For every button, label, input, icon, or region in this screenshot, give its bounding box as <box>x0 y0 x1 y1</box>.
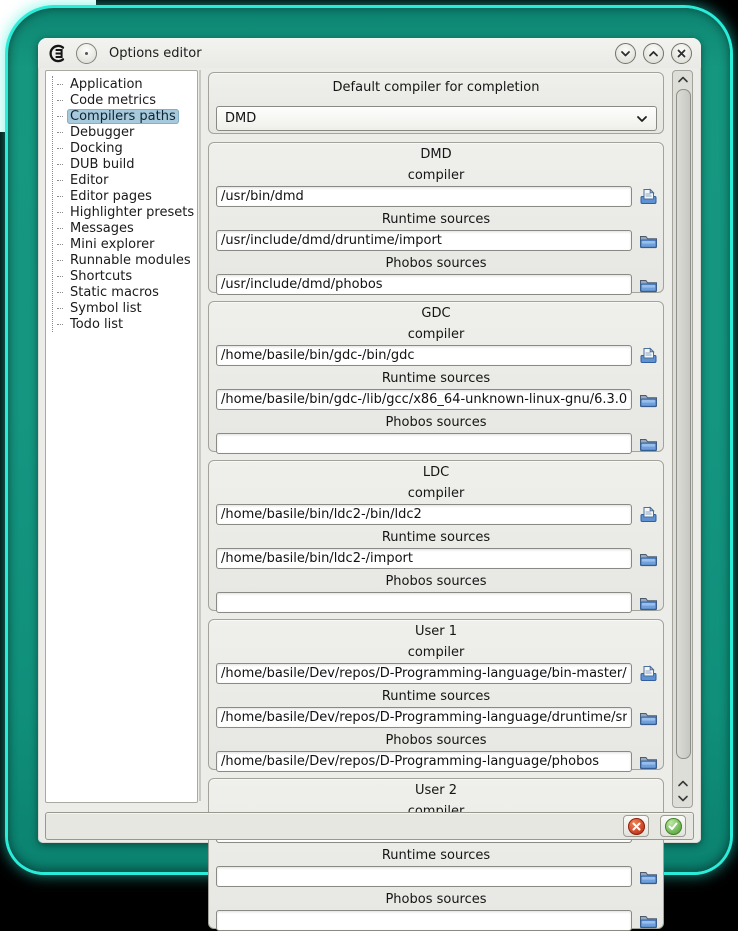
cancel-x-icon <box>628 818 645 835</box>
field-label-phobos-sources: Phobos sources <box>385 574 487 589</box>
sidebar-item-label: Docking <box>70 140 123 156</box>
field-label-runtime-sources: Runtime sources <box>381 371 491 386</box>
folder-icon <box>639 392 658 408</box>
field-label-compiler: compiler <box>407 168 465 183</box>
sidebar-item-highlighter-presets[interactable] <box>57 204 197 220</box>
browse-folder-button[interactable] <box>637 911 659 931</box>
chevron-up-icon <box>677 75 689 84</box>
sidebar-item-label: Runnable modules <box>70 252 191 268</box>
field-label-phobos-sources: Phobos sources <box>385 733 487 748</box>
path-input-row <box>216 433 659 454</box>
folder-icon <box>639 233 658 249</box>
folder-icon <box>639 551 658 567</box>
field-label-runtime-sources: Runtime sources <box>381 530 491 545</box>
group-gdc <box>208 301 664 452</box>
sidebar-item-label: Todo list <box>70 316 124 332</box>
browse-folder-button[interactable] <box>637 593 659 613</box>
dmd-phobos-sources-input[interactable] <box>216 274 632 295</box>
sidebar-item-label: Editor <box>70 172 109 188</box>
menu-dot-icon <box>85 52 88 55</box>
folder-icon <box>639 595 658 611</box>
sidebar-item-label: Debugger <box>70 124 135 140</box>
sidebar-item-docking[interactable] <box>57 140 197 156</box>
sidebar-item-application[interactable] <box>57 76 197 92</box>
field-label-compiler: compiler <box>407 486 465 501</box>
folder-icon <box>639 436 658 452</box>
group-title: GDC <box>421 306 451 321</box>
sidebar-item-label: Code metrics <box>70 92 157 108</box>
file-icon <box>639 665 658 682</box>
sidebar-item-label: Static macros <box>70 284 159 300</box>
group-title: Default compiler for completion <box>332 80 540 95</box>
scroll-down-button[interactable] <box>673 791 692 806</box>
coedit-logo-icon <box>47 44 68 63</box>
group-title: User 2 <box>414 783 458 798</box>
browse-folder-button[interactable] <box>637 549 659 569</box>
field-label-phobos-sources: Phobos sources <box>385 256 487 271</box>
close-button[interactable] <box>671 43 692 64</box>
sidebar-item-code-metrics[interactable] <box>57 92 197 108</box>
ldc-compiler-input[interactable] <box>216 504 632 525</box>
sidebar-item-shortcuts[interactable] <box>57 268 197 284</box>
splitter-handle[interactable] <box>199 70 201 801</box>
browse-folder-button[interactable] <box>637 275 659 295</box>
group-title: User 1 <box>414 624 458 639</box>
folder-icon <box>639 913 658 929</box>
folder-icon <box>639 277 658 293</box>
folder-icon <box>639 869 658 885</box>
user-1-runtime-sources-input[interactable] <box>216 707 632 728</box>
sidebar-item-editor[interactable] <box>57 172 197 188</box>
browse-folder-button[interactable] <box>637 390 659 410</box>
path-input-row <box>216 274 659 295</box>
field-label-phobos-sources: Phobos sources <box>385 892 487 907</box>
window-menu-button[interactable] <box>76 43 97 64</box>
browse-folder-button[interactable] <box>637 434 659 454</box>
sidebar-item-compilers-paths[interactable] <box>57 108 197 124</box>
chevron-up-icon <box>647 47 660 60</box>
browse-folder-button[interactable] <box>637 708 659 728</box>
path-input-row <box>216 230 659 251</box>
sidebar-item-label: Messages <box>70 220 134 236</box>
file-icon <box>639 188 658 205</box>
ldc-phobos-sources-input[interactable] <box>216 592 632 613</box>
vertical-scrollbar[interactable] <box>672 70 693 808</box>
browse-file-button[interactable] <box>637 346 659 366</box>
sidebar-item-label: Editor pages <box>70 188 152 204</box>
options-editor-window <box>38 38 701 907</box>
sidebar-item-label: Mini explorer <box>70 236 155 252</box>
file-icon <box>639 506 658 523</box>
group-title: DMD <box>420 147 452 162</box>
browse-file-button[interactable] <box>637 187 659 207</box>
path-input-row <box>216 707 659 728</box>
group-ldc <box>208 460 664 611</box>
sidebar-item-label: Symbol list <box>70 300 142 316</box>
minimize-button[interactable] <box>615 43 636 64</box>
sidebar-item-mini-explorer[interactable] <box>57 236 197 252</box>
sidebar-item-symbol-list[interactable] <box>57 300 197 316</box>
browse-folder-button[interactable] <box>637 867 659 887</box>
chevron-down-icon <box>636 115 648 123</box>
user-1-compiler-input[interactable] <box>216 663 632 684</box>
gdc-runtime-sources-input[interactable] <box>216 389 632 410</box>
path-input-row <box>216 186 659 207</box>
field-label-phobos-sources: Phobos sources <box>385 415 487 430</box>
path-input-row <box>216 504 659 525</box>
field-label-runtime-sources: Runtime sources <box>381 848 491 863</box>
default-compiler-select[interactable] <box>216 106 657 131</box>
browse-file-button[interactable] <box>637 664 659 684</box>
cancel-button[interactable] <box>623 815 649 837</box>
dmd-runtime-sources-input[interactable] <box>216 230 632 251</box>
titlebar-buttons <box>615 43 692 64</box>
chevron-down-icon <box>677 794 689 803</box>
combo-selected-value: DMD <box>225 111 257 126</box>
group-user-2 <box>208 778 664 929</box>
path-input-row <box>216 663 659 684</box>
gdc-compiler-input[interactable] <box>216 345 632 366</box>
field-label-runtime-sources: Runtime sources <box>381 689 491 704</box>
browse-file-button[interactable] <box>637 505 659 525</box>
sidebar-item-dub-build[interactable] <box>57 156 197 172</box>
folder-icon <box>639 710 658 726</box>
scrollbar-thumb[interactable] <box>676 89 691 759</box>
sidebar-item-runnable-modules[interactable] <box>57 252 197 268</box>
path-input-row <box>216 548 659 569</box>
footer-bar <box>45 812 694 840</box>
scroll-up-button[interactable] <box>673 72 692 87</box>
category-sidebar <box>45 70 198 803</box>
sidebar-item-label: Shortcuts <box>70 268 133 284</box>
path-input-row <box>216 592 659 613</box>
sidebar-item-messages[interactable] <box>57 220 197 236</box>
field-label-compiler: compiler <box>407 327 465 342</box>
group-default-compiler <box>208 72 664 134</box>
options-panel <box>206 70 668 907</box>
sidebar-item-debugger[interactable] <box>57 124 197 140</box>
sidebar-item-todo-list[interactable] <box>57 316 197 332</box>
gdc-phobos-sources-input[interactable] <box>216 433 632 454</box>
group-title: LDC <box>422 465 450 480</box>
dmd-compiler-input[interactable] <box>216 186 632 207</box>
sidebar-item-label: Highlighter presets <box>70 204 195 220</box>
ldc-runtime-sources-input[interactable] <box>216 548 632 569</box>
path-input-row <box>216 751 659 772</box>
user-2-phobos-sources-input[interactable] <box>216 910 632 931</box>
browse-folder-button[interactable] <box>637 752 659 772</box>
sidebar-item-static-macros[interactable] <box>57 284 197 300</box>
browse-folder-button[interactable] <box>637 231 659 251</box>
path-input-row <box>216 345 659 366</box>
accept-check-icon <box>665 818 682 835</box>
accept-button[interactable] <box>660 815 686 837</box>
titlebar[interactable] <box>38 38 701 68</box>
field-label-compiler: compiler <box>407 645 465 660</box>
window-frame <box>8 8 730 907</box>
sidebar-item-label: DUB build <box>70 156 135 172</box>
sidebar-item-editor-pages[interactable] <box>57 188 197 204</box>
sidebar-item-label: Application <box>70 76 143 92</box>
path-input-row <box>216 910 659 931</box>
sidebar-item-label: Compilers paths <box>67 109 179 124</box>
file-icon <box>639 347 658 364</box>
chevron-up-icon <box>677 779 689 788</box>
sidebar-tree <box>52 76 197 332</box>
chevron-down-icon <box>619 47 632 60</box>
user-2-runtime-sources-input[interactable] <box>216 866 632 887</box>
close-icon <box>675 47 688 60</box>
scroll-up-button-bottom[interactable] <box>673 776 692 791</box>
window-title: Options editor <box>109 45 202 61</box>
path-input-row <box>216 389 659 410</box>
folder-icon <box>639 754 658 770</box>
maximize-button[interactable] <box>643 43 664 64</box>
path-input-row <box>216 866 659 887</box>
user-1-phobos-sources-input[interactable] <box>216 751 632 772</box>
groups-container <box>206 142 668 929</box>
group-user-1 <box>208 619 664 770</box>
group-dmd <box>208 142 664 293</box>
field-label-runtime-sources: Runtime sources <box>381 212 491 227</box>
